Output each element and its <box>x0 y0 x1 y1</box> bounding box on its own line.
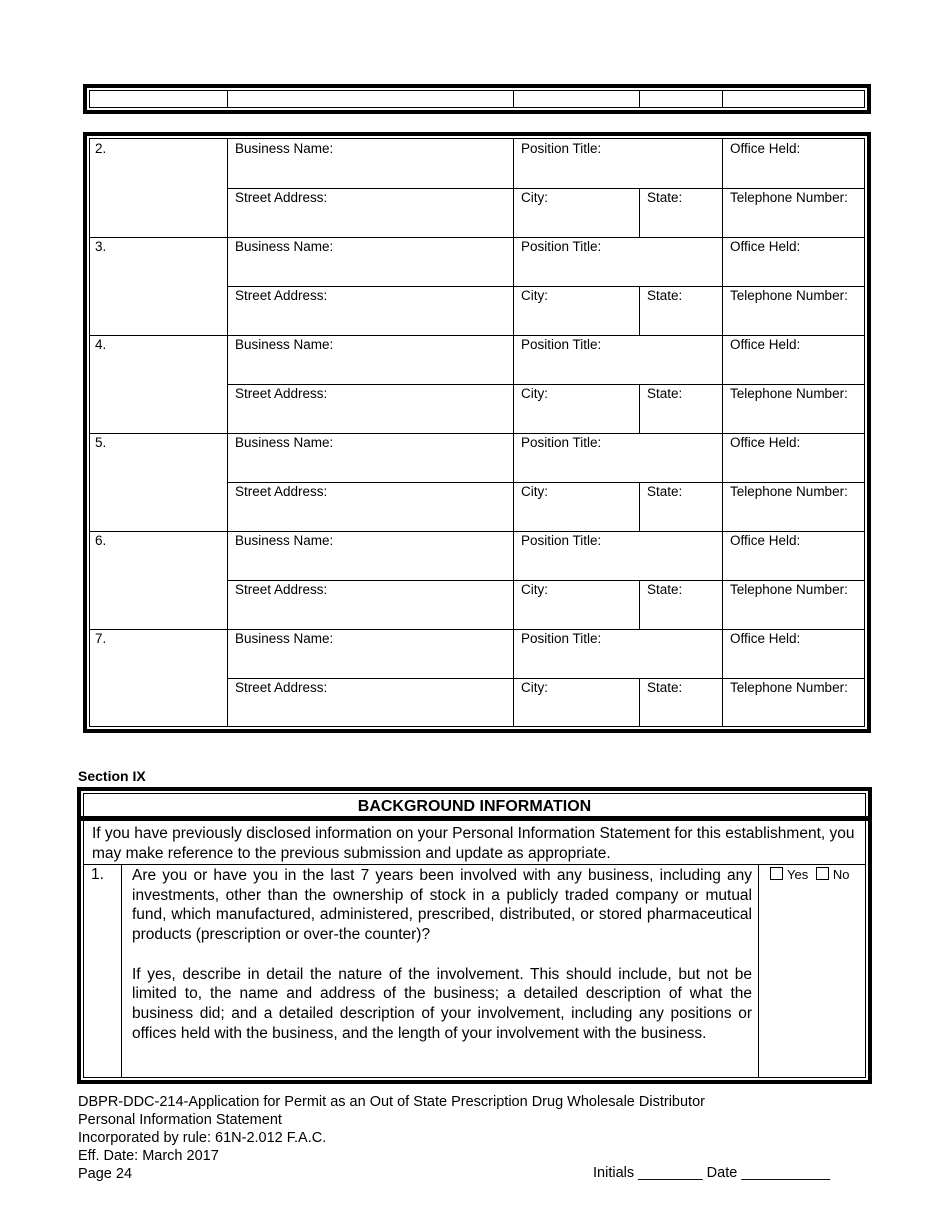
street-address-label: Street Address: <box>235 484 328 499</box>
entry-number: 6. <box>95 533 107 548</box>
question-number: 1. <box>91 866 104 883</box>
street-address-label: Street Address: <box>235 386 328 401</box>
business-name-label: Business Name: <box>235 141 334 156</box>
entry-number: 3. <box>95 239 107 254</box>
business-name-label: Business Name: <box>235 337 334 352</box>
office-held-label: Office Held: <box>730 141 801 156</box>
business-name-label: Business Name: <box>235 435 334 450</box>
initials-date-line: Initials ________ Date ___________ <box>593 1165 831 1181</box>
office-held-label: Office Held: <box>730 631 801 646</box>
street-address-label: Street Address: <box>235 680 328 695</box>
telephone-label: Telephone Number: <box>730 680 848 695</box>
business-name-label: Business Name: <box>235 631 334 646</box>
background-information-table <box>77 787 872 1084</box>
no-label: No <box>832 867 850 882</box>
city-label: City: <box>521 288 548 303</box>
office-held-label: Office Held: <box>730 533 801 548</box>
position-title-label: Position Title: <box>521 435 602 450</box>
street-address-label: Street Address: <box>235 288 328 303</box>
question-followup: If yes, describe in detail the nature of the involvement. This should include, but not be limited to, the name and address of the business; a detailed description of what the business did; and a detailed description of your involvement, including any positions or offices held with the business, and the length of your involvement with the business. <box>132 965 752 1042</box>
yes-no-checkboxes <box>770 867 849 882</box>
footer-form-title: DBPR-DDC-214-Application for Permit as an Out of State Prescription Drug Wholesale Distributor <box>78 1094 705 1110</box>
footer-rule: Incorporated by rule: 61N-2.012 F.A.C. <box>78 1130 327 1146</box>
question-text <box>132 866 752 1063</box>
city-label: City: <box>521 190 548 205</box>
city-label: City: <box>521 484 548 499</box>
business-name-label: Business Name: <box>235 533 334 548</box>
telephone-label: Telephone Number: <box>730 288 848 303</box>
street-address-label: Street Address: <box>235 582 328 597</box>
entry-number: 7. <box>95 631 107 646</box>
footer-statement: Personal Information Statement <box>78 1112 282 1128</box>
state-label: State: <box>647 288 683 303</box>
position-title-label: Position Title: <box>521 533 602 548</box>
section-title: BACKGROUND INFORMATION <box>357 798 592 815</box>
yes-label: Yes <box>787 867 809 882</box>
state-label: State: <box>647 582 683 597</box>
footer-page: Page 24 <box>78 1166 133 1182</box>
office-held-label: Office Held: <box>730 337 801 352</box>
office-held-label: Office Held: <box>730 435 801 450</box>
position-title-label: Position Title: <box>521 631 602 646</box>
question-main: Are you or have you in the last 7 years been involved with any business, including any investments, other than the ownership of stock in a publicly traded company or mutual fund, which manufactured, administered, prescribed, distributed, or stored pharmaceutical products (prescription or over-the counter)? <box>132 867 752 944</box>
state-label: State: <box>647 484 683 499</box>
city-label: City: <box>521 386 548 401</box>
state-label: State: <box>647 190 683 205</box>
city-label: City: <box>521 680 548 695</box>
top-strip-table <box>83 84 871 114</box>
city-label: City: <box>521 582 548 597</box>
position-title-label: Position Title: <box>521 239 602 254</box>
telephone-label: Telephone Number: <box>730 386 848 401</box>
section-intro: If you have previously disclosed information on your Personal Information Statement for this establishment, you may make reference to the previous submission and update as appropriate. <box>92 825 855 862</box>
telephone-label: Telephone Number: <box>730 484 848 499</box>
entry-number: 4. <box>95 337 107 352</box>
position-title-label: Position Title: <box>521 141 602 156</box>
section-label: Section IX <box>78 768 146 784</box>
position-title-label: Position Title: <box>521 337 602 352</box>
business-table <box>83 132 871 733</box>
no-checkbox[interactable] <box>816 867 829 880</box>
state-label: State: <box>647 680 683 695</box>
footer-date: Eff. Date: March 2017 <box>78 1148 219 1164</box>
entry-number: 2. <box>95 141 107 156</box>
yes-checkbox[interactable] <box>770 867 783 880</box>
business-name-label: Business Name: <box>235 239 334 254</box>
entry-number: 5. <box>95 435 107 450</box>
street-address-label: Street Address: <box>235 190 328 205</box>
state-label: State: <box>647 386 683 401</box>
telephone-label: Telephone Number: <box>730 582 848 597</box>
telephone-label: Telephone Number: <box>730 190 848 205</box>
office-held-label: Office Held: <box>730 239 801 254</box>
